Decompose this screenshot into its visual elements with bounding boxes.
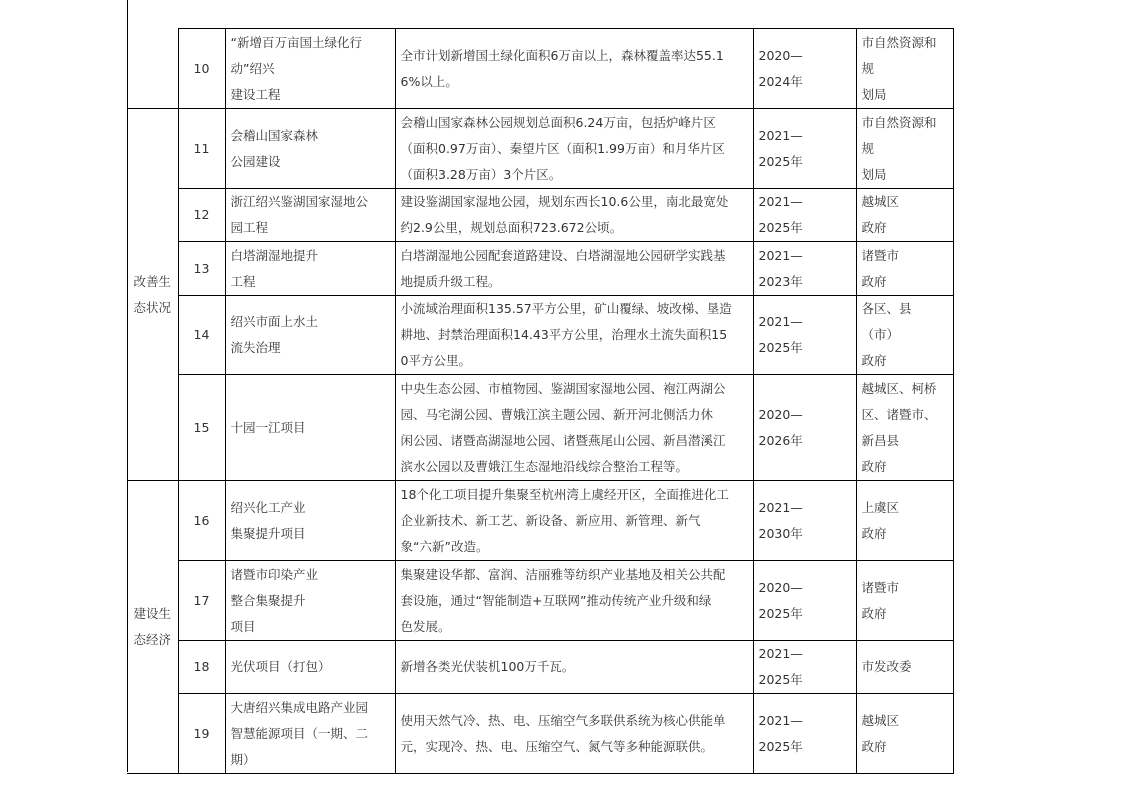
- project-content: 小流域治理面积135.57平方公里，矿山覆绿、坡改梯、垦造 耕地、封禁治理面积14.43平方公里，治理水土流失面积15 0平方公里。: [395, 296, 753, 375]
- table-row: [127, 29, 953, 109]
- responsible-unit: 诸暨市 政府: [856, 242, 953, 296]
- table-row: [127, 375, 953, 481]
- project-name: 光伏项目（打包）: [225, 641, 395, 694]
- project-content: 新增各类光伏装机100万千瓦。: [395, 641, 753, 694]
- project-content: 白塔湖湿地公园配套道路建设、白塔湖湿地公园研学实践基 地提质升级工程。: [395, 242, 753, 296]
- project-name: 白塔湖湿地提升 工程: [225, 242, 395, 296]
- row-number: 14: [178, 296, 225, 375]
- responsible-unit: 越城区 政府: [856, 694, 953, 774]
- project-period: 2021— 2025年: [753, 296, 856, 375]
- table-row: [127, 641, 953, 694]
- project-period: 2020— 2026年: [753, 375, 856, 481]
- responsible-unit: 市自然资源和 规 划局: [856, 109, 953, 189]
- project-table: [127, 28, 954, 774]
- table-row: [127, 296, 953, 375]
- table-row: [127, 109, 953, 189]
- row-number: 17: [178, 561, 225, 641]
- table-row: [127, 481, 953, 561]
- row-number: 18: [178, 641, 225, 694]
- row-number: 19: [178, 694, 225, 774]
- category-cell: 改善生 态状况: [127, 109, 178, 481]
- row-number: 11: [178, 109, 225, 189]
- responsible-unit: 上虞区 政府: [856, 481, 953, 561]
- project-name: 浙江绍兴鉴湖国家湿地公 园工程: [225, 189, 395, 242]
- category-cell: 建设生 态经济: [127, 481, 178, 774]
- project-content: 建设鉴湖国家湿地公园，规划东西长10.6公里，南北最宽处 约2.9公里，规划总面积723.672公顷。: [395, 189, 753, 242]
- project-content: 集聚建设华都、富润、洁丽雅等纺织产业基地及相关公共配 套设施，通过“智能制造+互联网”推动传统产业升级和绿 色发展。: [395, 561, 753, 641]
- table-row: [127, 561, 953, 641]
- project-period: 2021— 2025年: [753, 109, 856, 189]
- project-name: 十园一江项目: [225, 375, 395, 481]
- project-content: 全市计划新增国土绿化面积6万亩以上，森林覆盖率达55.1 6%以上。: [395, 29, 753, 109]
- responsible-unit: 越城区 政府: [856, 189, 953, 242]
- project-period: 2021— 2025年: [753, 189, 856, 242]
- table-row: [127, 189, 953, 242]
- project-period: 2021— 2025年: [753, 641, 856, 694]
- project-period: 2020— 2025年: [753, 561, 856, 641]
- project-content: 使用天然气冷、热、电、压缩空气多联供系统为核心供能单 元，实现冷、热、电、压缩空气、氮气等多种能源联供。: [395, 694, 753, 774]
- project-name: “新增百万亩国土绿化行 动”绍兴 建设工程: [225, 29, 395, 109]
- project-period: 2020— 2024年: [753, 29, 856, 109]
- row-number: 12: [178, 189, 225, 242]
- project-content: 中央生态公园、市植物园、鉴湖国家湿地公园、袍江两湖公 园、马宅湖公园、曹娥江滨主题公园、新开河北侧活力休 闲公园、诸暨高湖湿地公园、诸暨燕尾山公园、新昌潜溪江 滨水公园以及曹娥江生态湿地沿线综合整治工程等。: [395, 375, 753, 481]
- project-name: 诸暨市印染产业 整合集聚提升 项目: [225, 561, 395, 641]
- row-number: 15: [178, 375, 225, 481]
- responsible-unit: 各区、县 （市） 政府: [856, 296, 953, 375]
- project-content: 18个化工项目提升集聚至杭州湾上虞经开区，全面推进化工 企业新技术、新工艺、新设备、新应用、新管理、新气 象“六新”改造。: [395, 481, 753, 561]
- project-name: 大唐绍兴集成电路产业园 智慧能源项目（一期、二 期）: [225, 694, 395, 774]
- project-period: 2021— 2025年: [753, 694, 856, 774]
- table-row: [127, 242, 953, 296]
- project-content: 会稽山国家森林公园规划总面积6.24万亩，包括炉峰片区 （面积0.97万亩）、秦望片区（面积1.99万亩）和月华片区 （面积3.28万亩）3个片区。: [395, 109, 753, 189]
- row-number: 13: [178, 242, 225, 296]
- category-cell-empty: [127, 29, 178, 109]
- row-number: 16: [178, 481, 225, 561]
- table-row: [127, 694, 953, 774]
- project-name: 绍兴市面上水土 流失治理: [225, 296, 395, 375]
- project-period: 2021— 2023年: [753, 242, 856, 296]
- project-name: 绍兴化工产业 集聚提升项目: [225, 481, 395, 561]
- project-name: 会稽山国家森林 公园建设: [225, 109, 395, 189]
- responsible-unit: 越城区、柯桥 区、诸暨市、 新昌县 政府: [856, 375, 953, 481]
- responsible-unit: 市发改委: [856, 641, 953, 694]
- responsible-unit: 市自然资源和 规 划局: [856, 29, 953, 109]
- project-period: 2021— 2030年: [753, 481, 856, 561]
- row-number: 10: [178, 29, 225, 109]
- responsible-unit: 诸暨市 政府: [856, 561, 953, 641]
